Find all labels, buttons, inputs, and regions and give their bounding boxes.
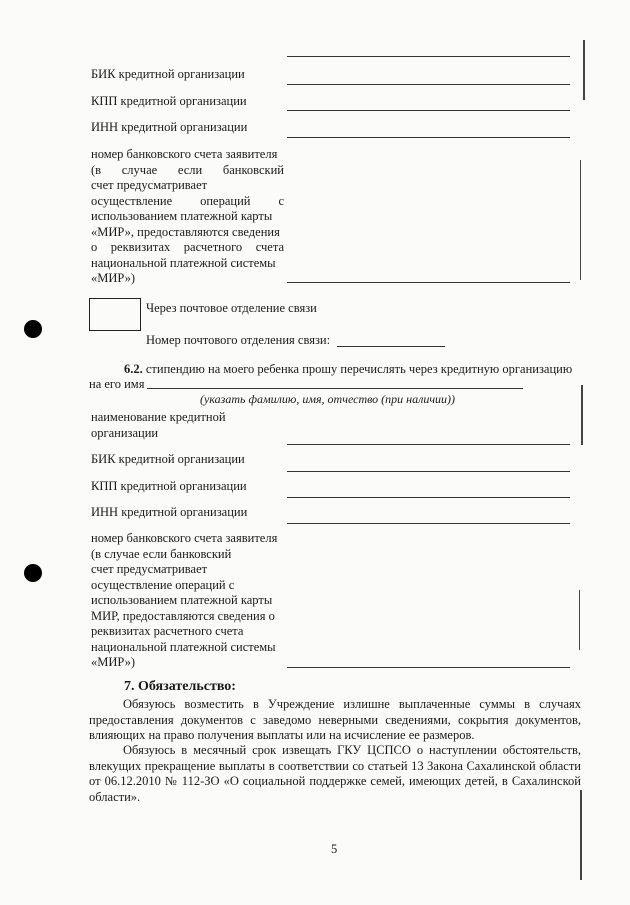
page-number: 5 <box>331 842 338 856</box>
account-label-line: (в случае если банковский <box>91 546 232 561</box>
bik-label: БИК кредитной организации <box>91 67 245 81</box>
account-label-line: осуществление операций с <box>91 577 235 592</box>
obligation-title: 7. Обязательство: <box>124 679 236 694</box>
inn-input-line[interactable] <box>287 137 570 138</box>
account-label-line: национальной платежной системы <box>91 255 276 270</box>
on-name-label: на его имя <box>89 377 145 391</box>
obligation-paragraph-2 <box>89 743 581 805</box>
scan-edge-mark <box>579 590 580 650</box>
account-input-line[interactable] <box>287 282 570 283</box>
account-label-line: национальной платежной системы <box>91 639 276 654</box>
inn-label-2: ИНН кредитной организации <box>91 505 248 519</box>
punch-hole <box>24 320 42 338</box>
child-name-input-line[interactable] <box>147 388 523 389</box>
bik-input-line-2[interactable] <box>287 471 570 472</box>
inn-label: ИНН кредитной организации <box>91 120 248 134</box>
account-input-line-2[interactable] <box>287 667 570 668</box>
account-label-line: «МИР») <box>91 655 136 669</box>
punch-hole <box>24 564 42 582</box>
org-name-label-line: наименование кредитной <box>91 410 226 424</box>
paragraph-line: влияющих на право получения выплаты или на исчисление ее размеров. <box>89 728 475 742</box>
account-label-line: использованием платежной карты <box>91 593 273 607</box>
account-label-line: «МИР») <box>91 271 136 285</box>
paragraph-line: Обязуюсь в месячный срок извещать ГКУ ЦСПСО о наступлении обстоятельств, <box>123 743 581 757</box>
post-office-label: Через почтовое отделение связи <box>146 301 317 315</box>
org-name-label <box>91 410 226 441</box>
account-label-line: счет предусматривает <box>91 562 208 576</box>
section-6-2-intro <box>124 362 572 378</box>
account-label-line: реквизитах расчетного счета <box>91 624 244 638</box>
section-6-2-text: стипендию на моего ребенка прошу перечислять через кредитную организацию <box>142 362 573 376</box>
obligation-paragraph-1 <box>89 697 581 744</box>
kpp-label-2: КПП кредитной организации <box>91 479 247 493</box>
scan-edge-mark <box>583 40 585 100</box>
bik-label-2: БИК кредитной организации <box>91 452 245 466</box>
account-label-line: номер банковского счета заявителя <box>91 531 278 545</box>
account-label-line: номер банковского счета заявителя <box>91 147 278 161</box>
account-label-line: осуществление операций с <box>91 193 284 208</box>
paragraph-line: области». <box>89 789 141 804</box>
kpp-input-line[interactable] <box>287 110 570 111</box>
inn-input-line-2[interactable] <box>287 523 570 524</box>
kpp-input-line-2[interactable] <box>287 497 570 498</box>
post-office-number-input-line[interactable] <box>337 346 445 347</box>
name-hint: (указать фамилию, имя, отчество (при наличии)) <box>200 392 456 406</box>
scan-edge-mark <box>580 160 581 280</box>
bik-input-line[interactable] <box>287 84 570 85</box>
post-office-checkbox[interactable] <box>89 298 141 331</box>
paragraph-line: предоставления документов с заведомо неверными сведениями, сокрытия документов, <box>89 712 581 727</box>
account-label-line: (в случае если банковский <box>91 162 284 177</box>
account-label-line: использованием платежной карты <box>91 209 273 223</box>
account-label-line: счет предусматривает <box>91 178 208 192</box>
paragraph-line: Обязуюсь возместить в Учреждение излишне выплаченные суммы в случаях <box>123 697 581 711</box>
paragraph-line: от 06.12.2010 № 112-ЗО «О социальной поддержке семей, имеющих детей, в Сахалинской <box>89 774 581 788</box>
account-label-line: о реквизитах расчетного счета <box>91 240 284 254</box>
account-label <box>91 147 284 287</box>
scan-edge-mark <box>581 385 583 445</box>
paragraph-line: влекущих прекращение выплаты в соответствии со статьей 13 Закона Сахалинской области <box>89 758 581 773</box>
account-label-2 <box>91 531 284 671</box>
account-label-line: МИР, предоставляются сведения о <box>91 608 275 623</box>
input-line[interactable] <box>287 56 570 57</box>
section-6-2-number: 6.2. <box>124 362 143 376</box>
org-name-label-line: организации <box>91 425 159 440</box>
post-office-number-label: Номер почтового отделения связи: <box>146 333 331 347</box>
account-label-line: «МИР», предоставляются сведения <box>91 224 280 239</box>
org-name-input-line[interactable] <box>287 444 570 445</box>
kpp-label: КПП кредитной организации <box>91 94 247 108</box>
